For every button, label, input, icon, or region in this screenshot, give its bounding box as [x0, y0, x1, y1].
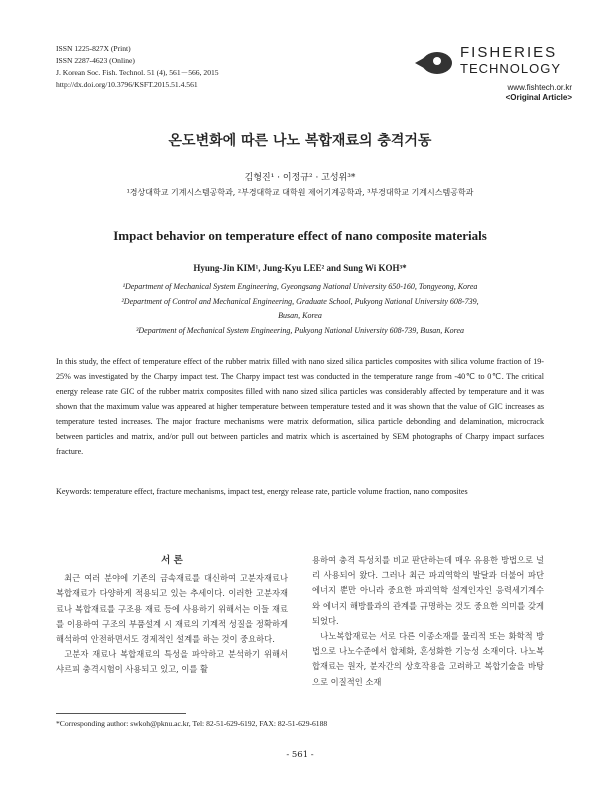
paragraph: 최근 여러 분야에 기존의 금속재료를 대신하여 고분자재료나 복합재료가 다양하게 적용되고 있는 추세이다. 이러한 고분자재료나 복합재료를 구조용 재료 등에 사용하기 위해서는 이들 재료를 이용하여 구조의 부품설계 시 재료의 기계적 성질을 정확하게 해석하여 안전하면서도 경제적인 설계를 하는 것이 중요하다.	[56, 573, 288, 645]
journal-logo	[362, 44, 572, 104]
affiliation-line: ²Department of Control and Mechanical Engineering, Graduate School, Pukyong National University 608-739,	[121, 296, 479, 306]
corresponding-author-footnote: *Corresponding author: swkoh@pknu.ac.kr, Tel: 82-51-629-6192, FAX: 82-51-629-6188	[56, 719, 328, 728]
fish-icon	[422, 52, 452, 74]
issn-print: ISSN 1225-827X (Print)	[56, 44, 131, 53]
korean-affiliations: ¹경상대학교 기계시스템공학과, ²부경대학교 대학원 제어기계공학과, ³부경대학교 기계시스템공학과	[126, 188, 474, 197]
right-column	[312, 553, 544, 690]
footnote-divider	[56, 713, 186, 714]
doi-link[interactable]: http://dx.doi.org/10.3796/KSFT.2015.51.4.561	[56, 80, 198, 89]
english-affiliations	[60, 280, 540, 338]
paragraph: 고분자 재료나 복합재료의 특성을 파악하고 분석하기 위해서 샤르피 충격시험이 사용되고 있고, 이를 활	[56, 649, 288, 675]
section-title: 서 론	[161, 555, 183, 566]
korean-authors: 김형진¹ · 이정규² · 고성위³*	[244, 173, 356, 183]
english-title: Impact behavior on temperature effect of nano composite materials	[113, 228, 487, 243]
affiliation-line: Busan, Korea	[278, 311, 322, 320]
paragraph: 나노복합재료는 서로 다른 이종소재를 물리적 또는 화학적 방법으로 나노수준에서 합체화, 혼성화한 기능성 소재이다. 나노복합재료는 원자, 분자간의 상호작용을 고려하고 복합기술을 바탕으로 이질적인 소재	[312, 631, 544, 687]
affiliation-line: ¹Department of Mechanical System Engineering, Gyeongsang National University 650-160, Tongyeong, Korea	[122, 282, 478, 291]
page-number: - 561 -	[286, 750, 314, 760]
paragraph: 용하여 충격 특성치를 비교 판단하는데 매우 유용한 방법으로 널리 사용되어 왔다. 그러나 최근 파괴역학의 발달과 더불어 파단에너지 뿐만 아니라 중요한 파괴역학 설계인자인 응력세기계수와 에너지 해방률과의 관계를 규명하는 것도 중요한 의미를 갖게 되었다.	[312, 555, 544, 626]
journal-info	[56, 43, 219, 91]
affiliation-line: ³Department of Mechanical System Engineering, Pukyong National University 608-739, Busan, Korea	[135, 325, 465, 335]
journal-url[interactable]: www.fishtech.or.kr	[507, 83, 572, 92]
logo-line-2: TECHNOLOGY	[460, 61, 562, 76]
issn-online: ISSN 2287-4623 (Online)	[56, 56, 135, 65]
logo-line-1: FISHERIES	[460, 44, 558, 61]
korean-title: 온도변화에 따른 나노 복합재료의 충격거동	[168, 133, 432, 149]
left-column	[56, 553, 288, 678]
abstract: In this study, the effect of temperature effect of the rubber matrix filled with nano sized silica particles composites with silica volume fraction of 19-25% was investigated by the Charpy impact test. The Charpy impact test was conducted in the temperature range from -40℃ to 0℃. The critical energy release rate GIC of the rubber matrix composites filled with nano sized silica particles was considerably affected by temperature and it was shown that the maximum value was appeared at higher temperature between temperature tested and it was shown that the value of GIC increases as temperature tested increases. The major fracture mechanisms were matrix deformation, silica particle debonding and delamination, microcrack between particles and matrix, and/or pull out between particles and matrix which is ascertained by SEM photographs of Charpy impact surfaces fracture.	[56, 357, 544, 456]
keywords: Keywords: temperature effect, fracture mechanisms, impact test, energy release rate, particle volume fraction, nano composites	[56, 487, 468, 496]
english-authors: Hyung-Jin KIM¹, Jung-Kyu LEE² and Sung Wi KOH³*	[193, 263, 407, 273]
citation: J. Korean Soc. Fish. Technol. 51 (4), 561－566, 2015	[56, 68, 219, 77]
article-type: <Original Article>	[505, 93, 572, 102]
